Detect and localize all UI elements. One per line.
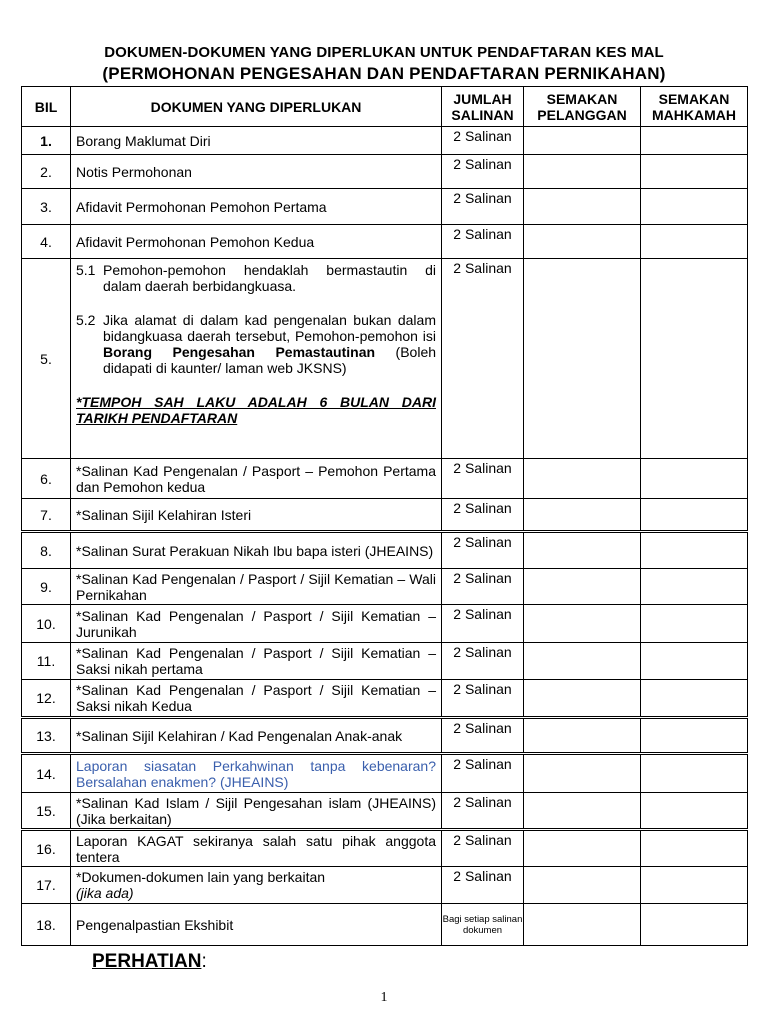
row-number: 16. — [22, 830, 71, 867]
row-number: 7. — [22, 499, 71, 532]
row-number: 4. — [22, 225, 71, 259]
table-row — [22, 793, 748, 830]
row-copies: 2 Salinan — [442, 225, 524, 259]
row-copies: 2 Salinan — [442, 189, 524, 225]
optional-note: (jika ada) — [76, 885, 134, 901]
row-number: 18. — [22, 904, 71, 946]
row-number: 1. — [22, 127, 71, 155]
document-title-line1: DOKUMEN-DOKUMEN YANG DIPERLUKAN UNTUK PENDAFTARAN KES MAL — [104, 44, 664, 61]
table-row — [22, 605, 748, 643]
customer-check-cell[interactable] — [524, 569, 641, 605]
validity-notice: *TEMPOH SAH LAKU ADALAH 6 BULAN DARI TARIKH PENDAFTARAN — [76, 394, 436, 426]
borang-name: Borang Pengesahan Pemastautinan — [103, 344, 376, 360]
row-number: 2. — [22, 155, 71, 189]
court-check-cell[interactable] — [641, 189, 748, 225]
customer-check-cell[interactable] — [524, 127, 641, 155]
customer-check-cell[interactable] — [524, 605, 641, 643]
customer-check-cell[interactable] — [524, 459, 641, 499]
row-copies: 2 Salinan — [442, 680, 524, 718]
table-row — [22, 155, 748, 189]
row-document: Borang Maklumat Diri — [71, 127, 442, 155]
customer-check-cell[interactable] — [524, 532, 641, 569]
sub-item-number: 5.1 — [76, 262, 96, 278]
row-number: 9. — [22, 569, 71, 605]
table-row — [22, 867, 748, 904]
row-number: 11. — [22, 643, 71, 680]
court-check-cell[interactable] — [641, 718, 748, 754]
row-number: 8. — [22, 532, 71, 569]
court-check-cell[interactable] — [641, 259, 748, 459]
customer-check-cell[interactable] — [524, 830, 641, 867]
row-copies: 2 Salinan — [442, 127, 524, 155]
customer-check-cell[interactable] — [524, 904, 641, 946]
row-document: *Dokumen-dokumen lain yang berkaitan (jika ada) — [71, 867, 442, 904]
court-check-cell[interactable] — [641, 830, 748, 867]
court-check-cell[interactable] — [641, 867, 748, 904]
customer-check-cell[interactable] — [524, 718, 641, 754]
header-semakan-pelanggan: SEMAKAN PELANGGAN — [524, 87, 641, 127]
customer-check-cell[interactable] — [524, 189, 641, 225]
row-document: Laporan KAGAT sekiranya salah satu pihak anggota tentera — [71, 830, 442, 867]
sub-item-5-2 — [76, 312, 436, 376]
table-row — [22, 259, 748, 459]
table-row — [22, 754, 748, 793]
row-document: Afidavit Permohonan Pemohon Kedua — [71, 225, 442, 259]
sub-item-text: Jika alamat di dalam kad pengenalan bukan dalam bidangkuasa daerah tersebut, Pemohon-pemohon isi Borang Pengesahan Pemastautinan (Boleh didapati di kaunter/ laman web JKSNS) — [103, 312, 437, 376]
customer-check-cell[interactable] — [524, 643, 641, 680]
row-copies: 2 Salinan — [442, 499, 524, 532]
row-document: *Salinan Kad Pengenalan / Pasport – Pemohon Pertama dan Pemohon kedua — [71, 459, 442, 499]
row-copies: 2 Salinan — [442, 830, 524, 867]
sub-item-5-1 — [76, 262, 436, 294]
row-document: *Salinan Kad Pengenalan / Pasport / Sijil Kematian – Wali Pernikahan — [71, 569, 442, 605]
sub-item-text: Pemohon-pemohon hendaklah bermastautin di dalam daerah berbidangkuasa. — [103, 262, 436, 294]
table-row — [22, 904, 748, 946]
sub-item-number: 5.2 — [76, 312, 96, 328]
row-copies: 2 Salinan — [442, 793, 524, 830]
row-number: 3. — [22, 189, 71, 225]
row-number: 17. — [22, 867, 71, 904]
court-check-cell[interactable] — [641, 754, 748, 793]
row-copies: Bagi setiap salinan dokumen — [442, 904, 524, 946]
table-row — [22, 127, 748, 155]
customer-check-cell[interactable] — [524, 754, 641, 793]
row-number: 10. — [22, 605, 71, 643]
table-row — [22, 225, 748, 259]
row-copies: 2 Salinan — [442, 569, 524, 605]
table-header-row — [22, 87, 748, 127]
customer-check-cell[interactable] — [524, 155, 641, 189]
header-semakan-mahkamah: SEMAKAN MAHKAMAH — [641, 87, 748, 127]
row-number: 13. — [22, 718, 71, 754]
document-title-line2: (PERMOHONAN PENGESAHAN DAN PENDAFTARAN PERNIKAHAN) — [102, 64, 666, 83]
table-row — [22, 499, 748, 532]
court-check-cell[interactable] — [641, 499, 748, 532]
court-check-cell[interactable] — [641, 643, 748, 680]
row-copies: 2 Salinan — [442, 259, 524, 459]
row-number: 15. — [22, 793, 71, 830]
customer-check-cell[interactable] — [524, 680, 641, 718]
court-check-cell[interactable] — [641, 225, 748, 259]
header-dokumen: DOKUMEN YANG DIPERLUKAN — [71, 87, 442, 127]
table-row — [22, 718, 748, 754]
perhatian-heading: PERHATIAN: — [92, 951, 207, 972]
table-row — [22, 189, 748, 225]
court-check-cell[interactable] — [641, 793, 748, 830]
row-copies: 2 Salinan — [442, 459, 524, 499]
row-copies: 2 Salinan — [442, 155, 524, 189]
header-jumlah-salinan: JUMLAH SALINAN — [442, 87, 524, 127]
row-document — [71, 259, 442, 459]
documents-table — [21, 86, 748, 946]
court-check-cell[interactable] — [641, 155, 748, 189]
court-check-cell[interactable] — [641, 569, 748, 605]
table-row — [22, 643, 748, 680]
row-number: 12. — [22, 680, 71, 718]
row-document: *Salinan Kad Pengenalan / Pasport / Sijil Kematian – Saksi nikah Kedua — [71, 680, 442, 718]
court-check-cell[interactable] — [641, 904, 748, 946]
court-check-cell[interactable] — [641, 532, 748, 569]
customer-check-cell[interactable] — [524, 225, 641, 259]
row-document: Afidavit Permohonan Pemohon Pertama — [71, 189, 442, 225]
row-copies: 2 Salinan — [442, 605, 524, 643]
table-row — [22, 569, 748, 605]
row-copies: 2 Salinan — [442, 532, 524, 569]
customer-check-cell[interactable] — [524, 867, 641, 904]
customer-check-cell[interactable] — [524, 499, 641, 532]
page-number: 1 — [380, 990, 388, 1005]
customer-check-cell[interactable] — [524, 259, 641, 459]
table-row — [22, 830, 748, 867]
row-document: *Salinan Kad Pengenalan / Pasport / Sijil Kematian – Jurunikah — [71, 605, 442, 643]
court-check-cell[interactable] — [641, 459, 748, 499]
row-document: *Salinan Kad Islam / Sijil Pengesahan islam (JHEAINS) (Jika berkaitan) — [71, 793, 442, 830]
row-copies: 2 Salinan — [442, 867, 524, 904]
header-bil: BIL — [22, 87, 71, 127]
row-document: *Salinan Sijil Kelahiran / Kad Pengenalan Anak-anak — [71, 718, 442, 754]
row-document: *Salinan Surat Perakuan Nikah Ibu bapa isteri (JHEAINS) — [71, 532, 442, 569]
row-document: Laporan siasatan Perkahwinan tanpa kebenaran? Bersalahan enakmen? (JHEAINS) — [71, 754, 442, 793]
court-check-cell[interactable] — [641, 680, 748, 718]
court-check-cell[interactable] — [641, 605, 748, 643]
row-copies: 2 Salinan — [442, 754, 524, 793]
row-document: *Salinan Sijil Kelahiran Isteri — [71, 499, 442, 532]
table-row — [22, 680, 748, 718]
row-number: 14. — [22, 754, 71, 793]
row-document: Notis Permohonan — [71, 155, 442, 189]
customer-check-cell[interactable] — [524, 793, 641, 830]
table-row — [22, 459, 748, 499]
row-document: *Salinan Kad Pengenalan / Pasport / Sijil Kematian – Saksi nikah pertama — [71, 643, 442, 680]
row-copies: 2 Salinan — [442, 643, 524, 680]
row-document: Pengenalpastian Ekshibit — [71, 904, 442, 946]
row-copies: 2 Salinan — [442, 718, 524, 754]
row-number: 5. — [22, 259, 71, 459]
table-row — [22, 532, 748, 569]
row-number: 6. — [22, 459, 71, 499]
court-check-cell[interactable] — [641, 127, 748, 155]
